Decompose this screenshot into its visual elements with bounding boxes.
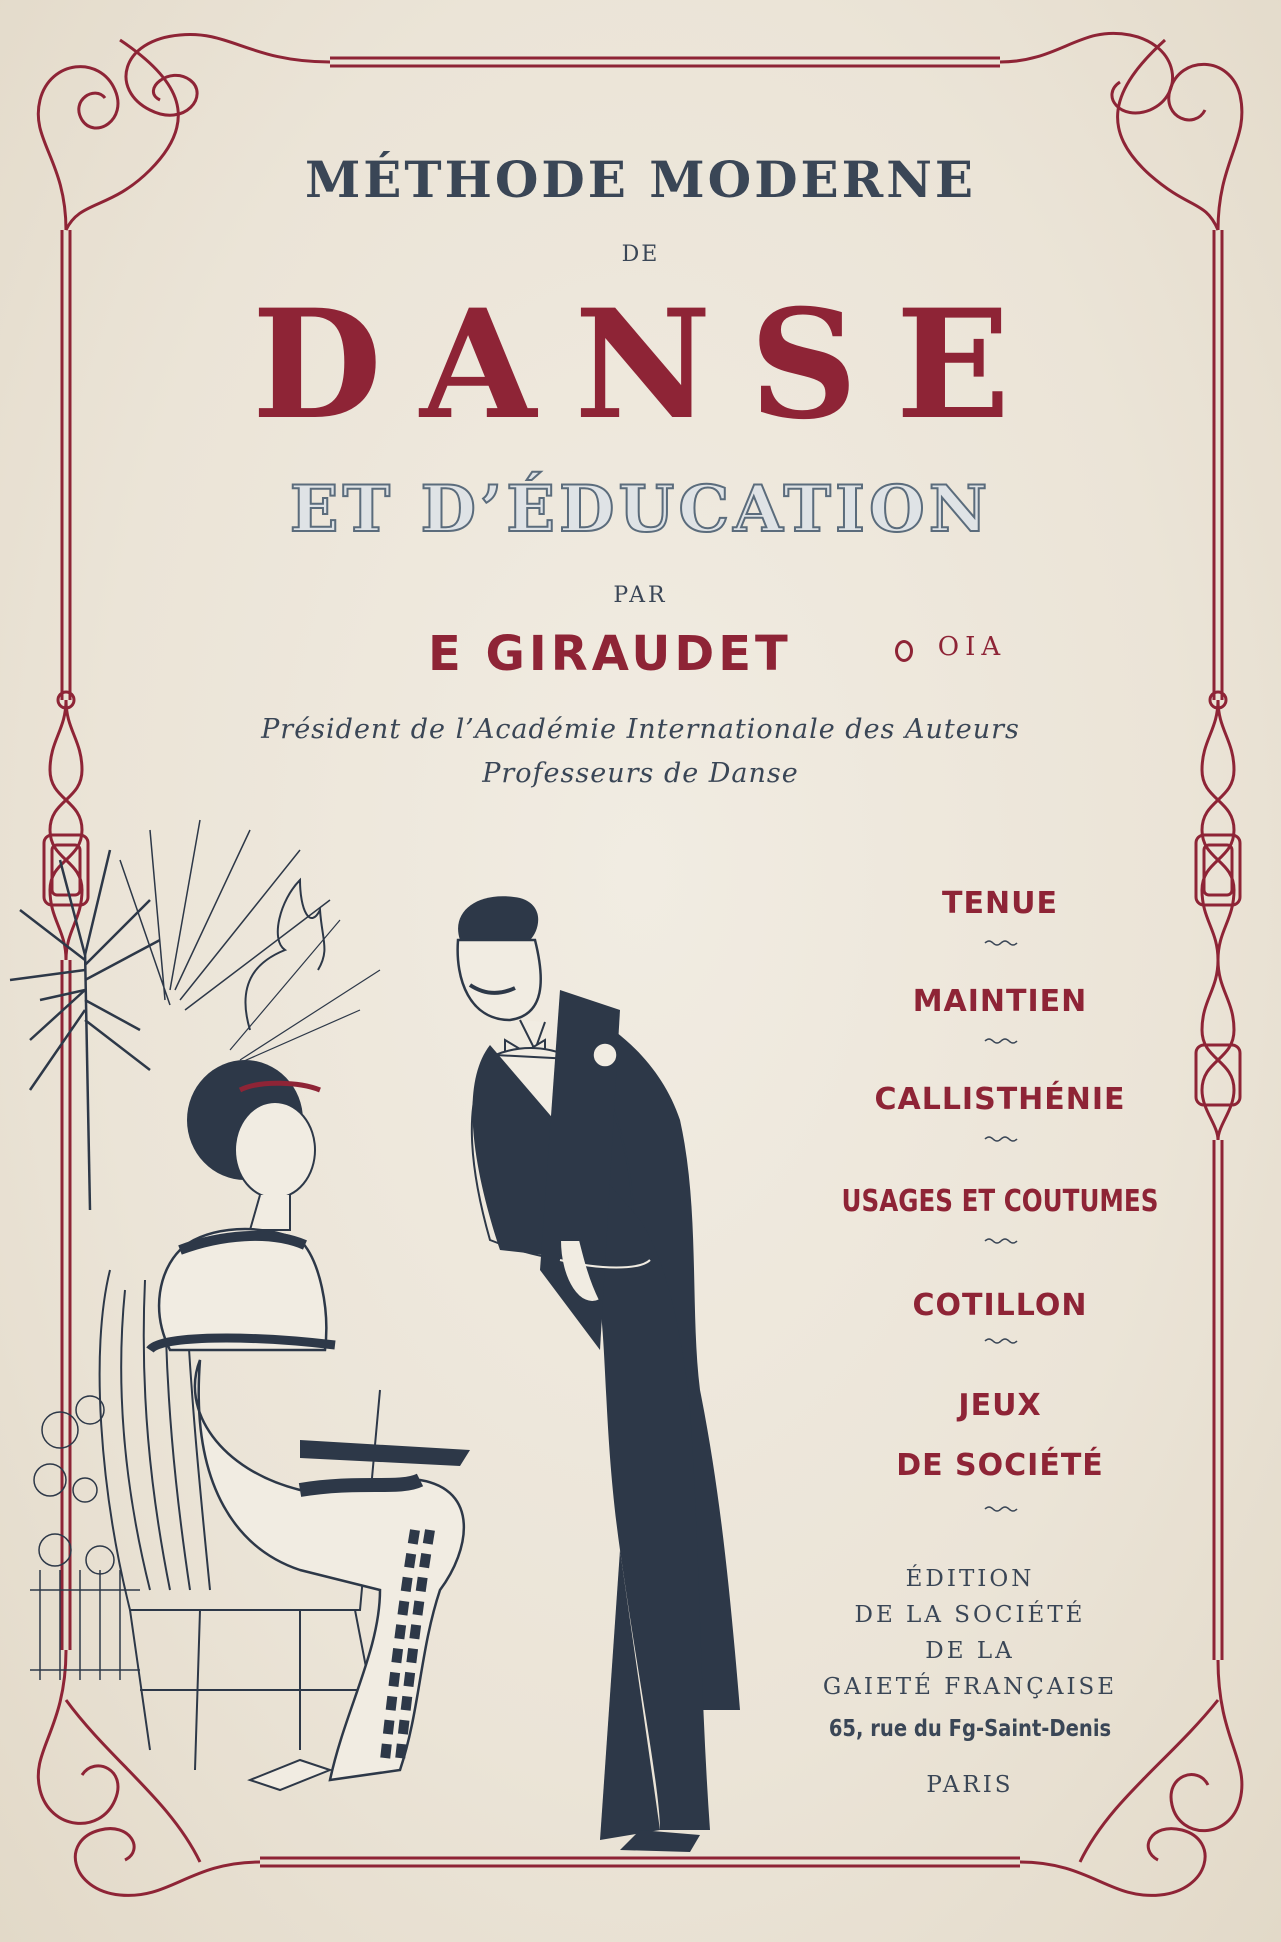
tilde-ornament-icon xyxy=(820,1236,1180,1246)
author-honorific: OIA xyxy=(937,632,1007,662)
gentleman-in-tailcoat-icon xyxy=(458,896,740,1852)
title-et-education: ET D’ÉDUCATION xyxy=(289,472,992,547)
palm-frond-icon xyxy=(10,820,380,1210)
tilde-ornament-icon xyxy=(820,938,1180,948)
title-methode-moderne: MÉTHODE MODERNE xyxy=(304,150,977,209)
publisher-de-la: DE LA xyxy=(925,1638,1015,1664)
tilde-ornament-icon xyxy=(820,1134,1180,1144)
topic-cotillon: COTILLON xyxy=(912,1288,1088,1323)
publisher-city: PARIS xyxy=(926,1772,1014,1798)
publisher-address: 65, rue du Fg-Saint-Denis xyxy=(828,1716,1112,1742)
topic-jeux: JEUX xyxy=(958,1388,1042,1423)
publisher-gaiete-francaise: GAIETÉ FRANÇAISE xyxy=(822,1674,1118,1700)
tilde-ornament-icon xyxy=(820,1504,1180,1514)
publisher-de-la-societe: DE LA SOCIÉTÉ xyxy=(854,1602,1086,1628)
author-title-line-2: Professeurs de Danse xyxy=(482,758,799,789)
topic-tenue: TENUE xyxy=(942,886,1058,921)
title-danse: DANSE xyxy=(251,277,1049,453)
topic-usages-et-coutumes: USAGES ET COUTUMES xyxy=(841,1184,1159,1219)
topic-callisthenie: CALLISTHÉNIE xyxy=(874,1082,1126,1117)
author-name: E GIRAUDET xyxy=(428,626,792,682)
dance-etiquette-illustration xyxy=(0,790,820,1870)
topic-maintien: MAINTIEN xyxy=(912,984,1088,1019)
title-connector-de: DE xyxy=(621,242,660,267)
topic-de-societe: DE SOCIÉTÉ xyxy=(896,1448,1104,1483)
author-title-line-1: Président de l’Académie Internationale des Auteurs xyxy=(261,714,1020,745)
byline-par: PAR xyxy=(613,583,668,608)
publisher-edition: ÉDITION xyxy=(905,1566,1035,1592)
tilde-ornament-icon xyxy=(820,1336,1180,1346)
tilde-ornament-icon xyxy=(820,1036,1180,1046)
